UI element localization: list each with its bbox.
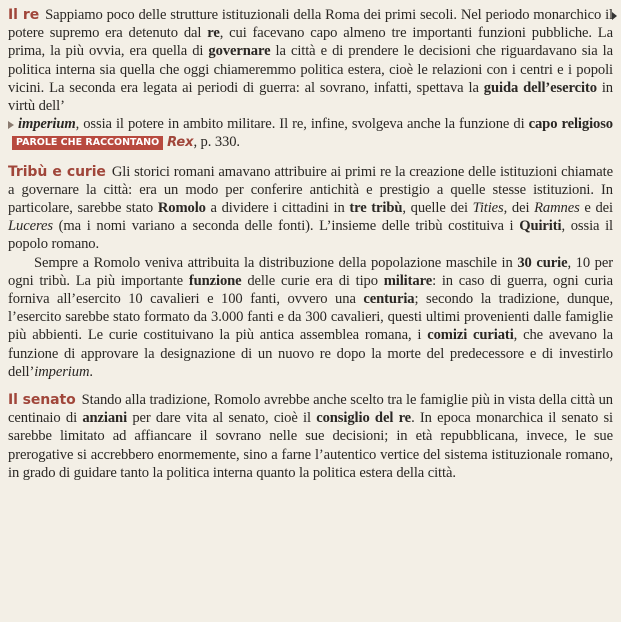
text: , 10 per ogni tribù. La più importante xyxy=(8,254,614,289)
term-30-curie: 30 curie xyxy=(517,254,568,271)
term-consiglio-del-re: consiglio del re xyxy=(316,410,412,427)
text: , cui facevano capo almeno tre importanti funzioni pubbliche. La prima, la più ovvia, era quella di xyxy=(8,25,613,60)
term-imperium: imperium xyxy=(18,116,76,133)
term-capo-religioso: capo religioso xyxy=(528,116,613,133)
page-edge-arrow-icon xyxy=(612,12,617,20)
triangle-marker-icon xyxy=(8,121,14,129)
text: , quelle dei xyxy=(402,200,473,217)
text: . xyxy=(89,363,93,380)
term-centuria: centuria xyxy=(363,291,415,308)
text: ; secondo la tradizione, dunque, l’esercito sarebbe stato formato da 3.000 fanti e da 300 cavalieri, questi ultimi provenienti dalle famiglie più abbienti. Le curie costituivano la più antica assemblea romana, i xyxy=(8,291,613,344)
text: Stando alla tradizione, Romolo avrebbe anche scelto tra le famiglie più in vista della città un centinaio di xyxy=(8,392,613,427)
term-re: re xyxy=(207,25,220,42)
parole-che-raccontano-badge[interactable]: PAROLE CHE RACCONTANO xyxy=(12,136,163,150)
paragraph-il-re xyxy=(8,6,613,153)
term-governare: governare xyxy=(208,43,271,60)
term-tities: Tities xyxy=(472,200,504,217)
text: , p. 330. xyxy=(193,134,240,151)
term-tre-tribu: tre tribù xyxy=(349,200,403,217)
rex-link[interactable]: Rex xyxy=(167,135,194,151)
term-ramnes: Ramnes xyxy=(534,200,580,217)
term-guida-esercito: guida dell’esercito xyxy=(483,79,597,96)
term-funzione: funzione xyxy=(188,272,242,289)
text: . In epoca monarchica il senato si sarebbe limitato ad affiancare il sovrano nelle sue decisioni; in età repubblicana, invece, le sue prerogative si accrebbero enormemente, sino a farne l’autentico vertice del sistema istituzionale romano, in grado di guidare tanto la politica interna quanto la politica estera della città. xyxy=(8,410,613,481)
text: , ossia il popolo romano. xyxy=(8,218,614,253)
text: per dare vita al senato, cioè il xyxy=(127,410,317,427)
text: in virtù dell’ xyxy=(8,79,613,115)
text: , ossia il potere in ambito militare. Il re, infine, svolgeva anche la funzione di xyxy=(75,116,529,133)
term-quiriti: Quiriti xyxy=(519,218,562,235)
text: la città e di prendere le decisioni che riguardavano sia la politica interna sia quella che oggi chiameremmo politica estera, cioè le relazioni con i centri e i popoli vicini. La seconda era legata ai periodi di guerra: al sovrano, infatti, spettava la xyxy=(8,43,614,96)
text: delle curie era di tipo xyxy=(241,272,384,289)
paragraph-il-senato xyxy=(8,391,613,482)
term-romolo: Romolo xyxy=(157,200,206,217)
text: Gli storici romani amavano attribuire ai primi re la creazione delle istituzioni chiamate a governare la città: era un modo per conferire antichità e prestigio a quelle stesse istituzioni. In particolare, sarebbe stato xyxy=(8,163,613,217)
text: , dei xyxy=(503,200,535,217)
text: e dei xyxy=(579,200,613,217)
text: Sempre a Romolo veniva attribuita la distribuzione della popolazione maschile in xyxy=(34,254,518,271)
text: Sappiamo poco delle strutture istituzionali della Roma dei primi secoli. Nel periodo monarchico il potere supremo era detenuto dal xyxy=(8,7,613,42)
heading-il-re: Il re xyxy=(8,7,40,23)
text: a dividere i cittadini in xyxy=(205,200,350,217)
term-luceres: Luceres xyxy=(8,218,53,235)
heading-il-senato: Il senato xyxy=(8,392,76,409)
text: , che avevano la funzione di approvare la designazione di un nuovo re dopo la morte del predecessore e di investirlo dell’ xyxy=(8,327,613,380)
heading-tribu-e-curie: Tribù e curie xyxy=(8,163,106,180)
term-militare: militare xyxy=(383,272,433,289)
term-anziani: anziani xyxy=(82,410,128,427)
term-comizi-curiati: comizi curiati xyxy=(427,327,514,344)
paragraph-tribu-e-curie xyxy=(8,163,613,254)
text: (ma i nomi variano a seconda delle fonti). L’insieme delle tribù costituiva i xyxy=(52,218,520,235)
paragraph-curie xyxy=(8,254,613,381)
text: : in caso di guerra, ogni curia forniva all’esercito 10 cavalieri e 100 fanti, ovvero una xyxy=(8,272,613,308)
term-imperium: imperium xyxy=(34,363,90,380)
